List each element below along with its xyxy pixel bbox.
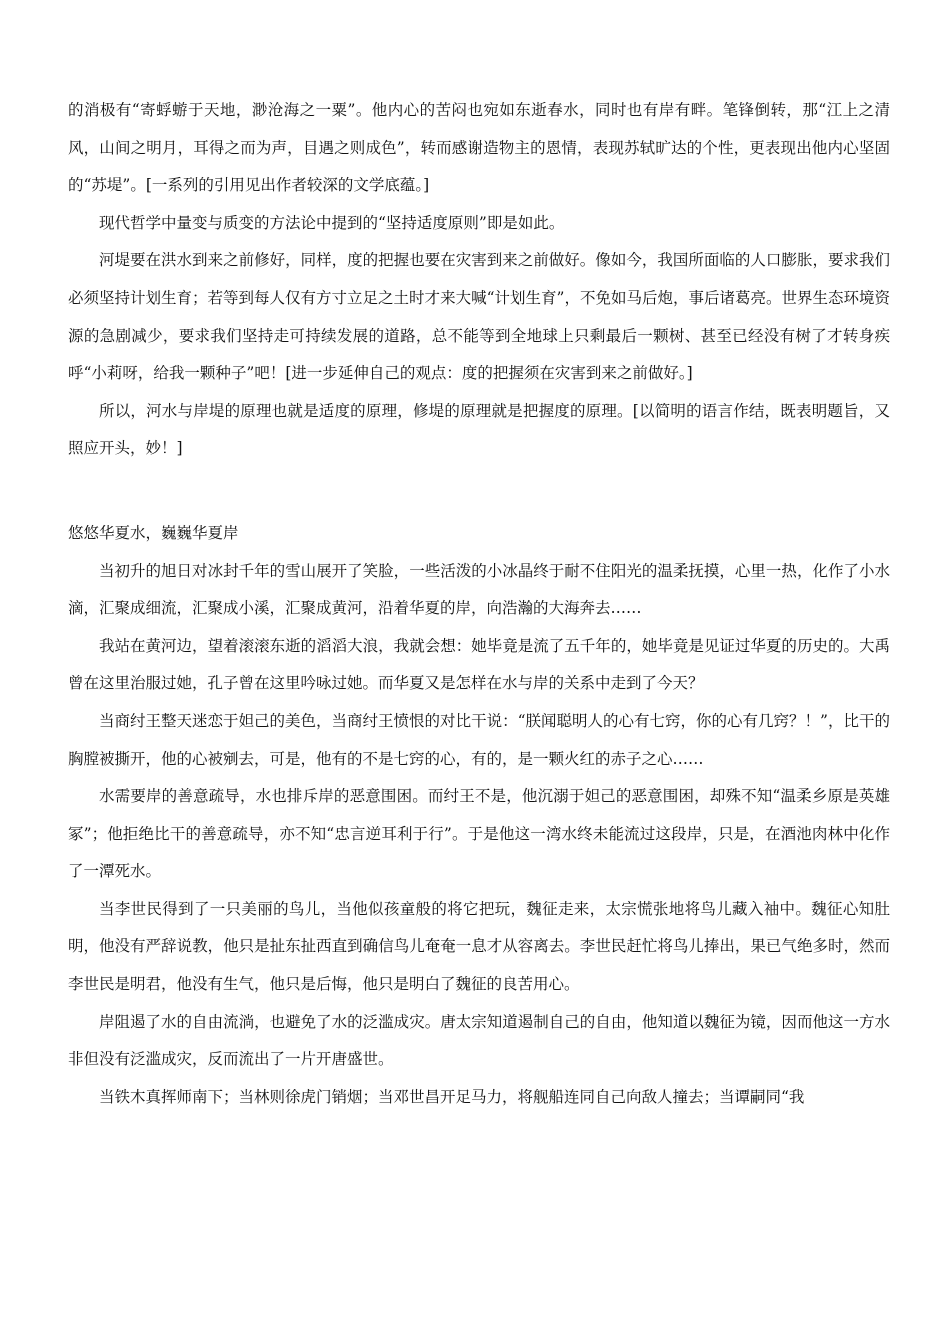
paragraph-su-shi: 的消极有“寄蜉蝣于天地，渺沧海之一粟”。他内心的苦闷也宛如东逝春水，同时也有岸有畔。笔锋倒转，那“江上之清风，山间之明月，耳得之而为声，目遇之则成色”，转而感谢造物主的恩情，表现苏轼旷达的个性，更表现出他内心坚固的“苏堤”。[一系列的引用见出作者较深的文学底蕴。] [68, 101, 890, 195]
paragraph-heroes: 当铁木真挥师南下；当林则徐虎门销烟；当邓世昌开足马力，将舰船连同自己向敌人撞去；当谭嗣同“我 [99, 1087, 805, 1106]
paragraph-water-and-bank: 水需要岸的善意疏导，水也排斥岸的恶意围困。而纣王不是，他沉溺于妲己的恶意围困，却殊不知“温柔乡原是英雄冢”；他拒绝比干的善意疏导，亦不知“忠言逆耳利于行”。于是他这一湾水终未能流过这段岸，只是，在酒池肉林中化作了一潭死水。 [68, 787, 890, 881]
paragraph-moderation-principle: 现代哲学中量变与质变的方法论中提到的“坚持适度原则”即是如此。 [99, 213, 565, 232]
paragraph-tang-taizong: 岸阻遏了水的自由流淌，也避免了水的泛滥成灾。唐太宗知道遏制自己的自由，他知道以魏征为镜，因而他这一方水非但没有泛滥成灾，反而流出了一片开唐盛世。 [68, 1012, 890, 1069]
essay-title: 悠悠华夏水，巍巍华夏岸 [68, 523, 239, 542]
paragraph-sunrise: 当初升的旭日对冰封千年的雪山展开了笑脸，一些活泼的小冰晶终于耐不住阳光的温柔抚摸，心里一热，化作了小水滴，汇聚成细流，汇聚成小溪，汇聚成黄河，沿着华夏的岸，向浩瀚的大海奔去…… [68, 561, 890, 618]
section-gap [68, 468, 890, 515]
paragraph-conclusion: 所以，河水与岸堤的原理也就是适度的原理，修堤的原理就是把握度的原理。[以简明的语言作结，既表明题旨，又照应开头，妙！] [68, 401, 890, 458]
paragraph-king-zhou: 当商纣王整天迷恋于妲己的美色，当商纣王愤恨的对比干说：“朕闻聪明人的心有七窍，你的心有几窍？！”，比干的胸膛被撕开，他的心被剜去，可是，他有的不是七窍的心，有的，是一颗火红的赤子之心…… [68, 711, 890, 768]
paragraph-levee-analogy: 河堤要在洪水到来之前修好，同样，度的把握也要在灾害到来之前做好。像如今，我国所面临的人口膨胀，要求我们必须坚持计划生育；若等到每人仅有方寸立足之土时才来大喊“计划生育”，不免如马后炮，事后诸葛亮。世界生态环境资源的急剧减少，要求我们坚持走可持续发展的道路，总不能等到全地球上只剩最后一颗树、甚至已经没有树了才转身疾呼“小莉呀，给我一颗种子”吧！[进一步延伸自己的观点：度的把握须在灾害到来之前做好。] [68, 251, 890, 383]
paragraph-li-shimin: 当李世民得到了一只美丽的鸟儿，当他似孩童般的将它把玩，魏征走来，太宗慌张地将鸟儿藏入袖中。魏征心知肚明，他没有严辞说教，他只是扯东扯西直到确信鸟儿奄奄一息才从容离去。李世民赶忙将鸟儿捧出，果已气绝多时，然而李世民是明君，他没有生气，他只是后悔，他只是明白了魏征的良苦用心。 [68, 899, 890, 994]
paragraph-yellow-river: 我站在黄河边，望着滚滚东逝的滔滔大浪，我就会想：她毕竟是流了五千年的，她毕竟是见证过华夏的历史的。大禹曾在这里治服过她，孔子曾在这里吟咏过她。而华夏又是怎样在水与岸的关系中走到了今天？ [68, 636, 890, 693]
